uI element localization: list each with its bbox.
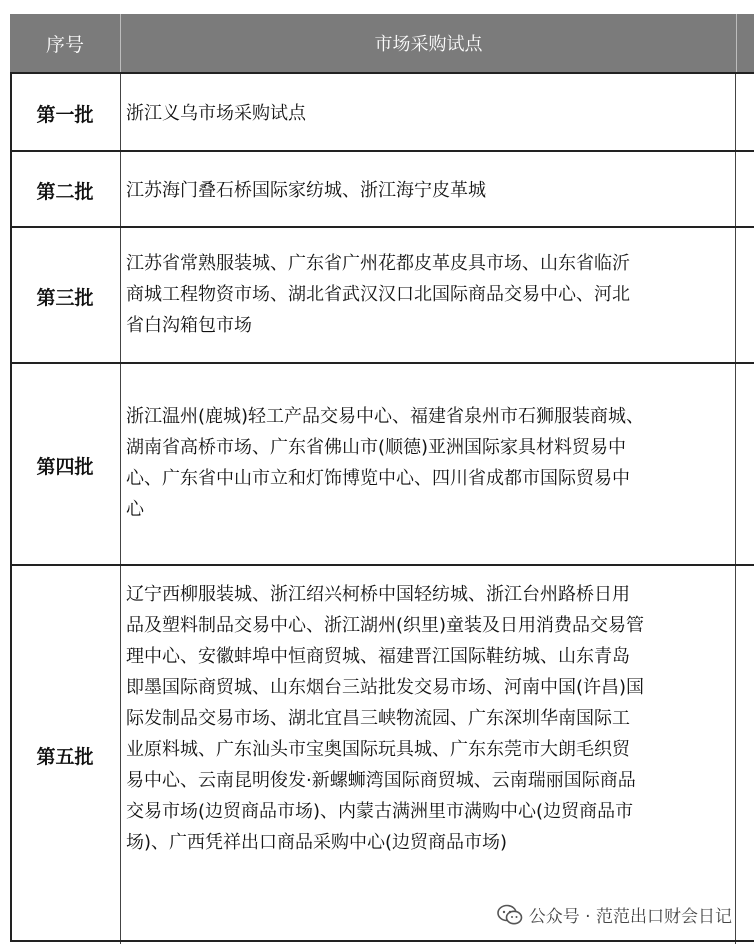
- pilot-text-cell: [121, 228, 736, 364]
- table-left-border: [10, 72, 12, 942]
- pilot-text-cell: [121, 566, 736, 944]
- pilot-text-cell: [121, 74, 736, 152]
- header-sequence: 序号: [10, 14, 121, 72]
- batch-label: 第一批: [10, 74, 121, 152]
- batch-label: 第二批: [10, 152, 121, 228]
- watermark-text: 公众号 · 范范出口财会日记: [528, 907, 732, 927]
- header-pilot: 市场采购试点: [121, 14, 737, 72]
- batch-label: 第三批: [10, 228, 121, 364]
- pilot-text: 辽宁西柳服装城、浙江绍兴柯桥中国轻纺城、浙江台州路桥日用品及塑料制品交易中心、浙江湖州(织里)童装及日用消费品交易管理中心、安徽蚌埠中恒商贸城、福建晋江国际鞋纺城、山东青岛即墨国际商贸城、山东烟台三站批发交易市场、河南中国(许昌)国际发制品交易市场、湖北宜昌三峡物流园、广东深圳华南国际工业原料城、广东汕头市宝奥国际玩具城、广东东莞市大朗毛织贸易中心、云南昆明俊发·新螺蛳湾国际商贸城、云南瑞丽国际商品交易市场(边贸商品市场)、内蒙古满洲里市满购中心(边贸商品市场)、广西凭祥出口商品采购中心(边贸商品市场): [126, 584, 645, 853]
- pilot-text-cell: [121, 152, 736, 228]
- wechat-icon: [497, 904, 523, 926]
- pilot-text: 浙江温州(鹿城)轻工产品交易中心、福建省泉州市石狮服装商城、湖南省高桥市场、广东省佛山市(顺德)亚洲国际家具材料贸易中心、广东省中山市立和灯饰博览中心、四川省成都市国际贸易中心: [126, 406, 645, 520]
- table-row: [10, 226, 754, 364]
- table-row: [10, 362, 754, 566]
- watermark: [497, 902, 732, 927]
- pilot-text: 江苏海门叠石桥国际家纺城、浙江海宁皮革城: [126, 179, 486, 201]
- table-row: [10, 150, 754, 228]
- pilot-text: 江苏省常熟服装城、广东省广州花都皮革皮具市场、山东省临沂商城工程物资市场、湖北省武汉汉口北国际商品交易中心、河北省白沟箱包市场: [126, 253, 630, 336]
- batch-label: 第五批: [10, 566, 121, 944]
- pilot-text-cell: [121, 364, 736, 566]
- pilot-text: 浙江义乌市场采购试点: [126, 102, 306, 124]
- table-header: [10, 14, 754, 72]
- table-row: [10, 72, 754, 152]
- table-bottom-border: [10, 940, 754, 942]
- batch-label: 第四批: [10, 364, 121, 566]
- table-row: [10, 564, 754, 944]
